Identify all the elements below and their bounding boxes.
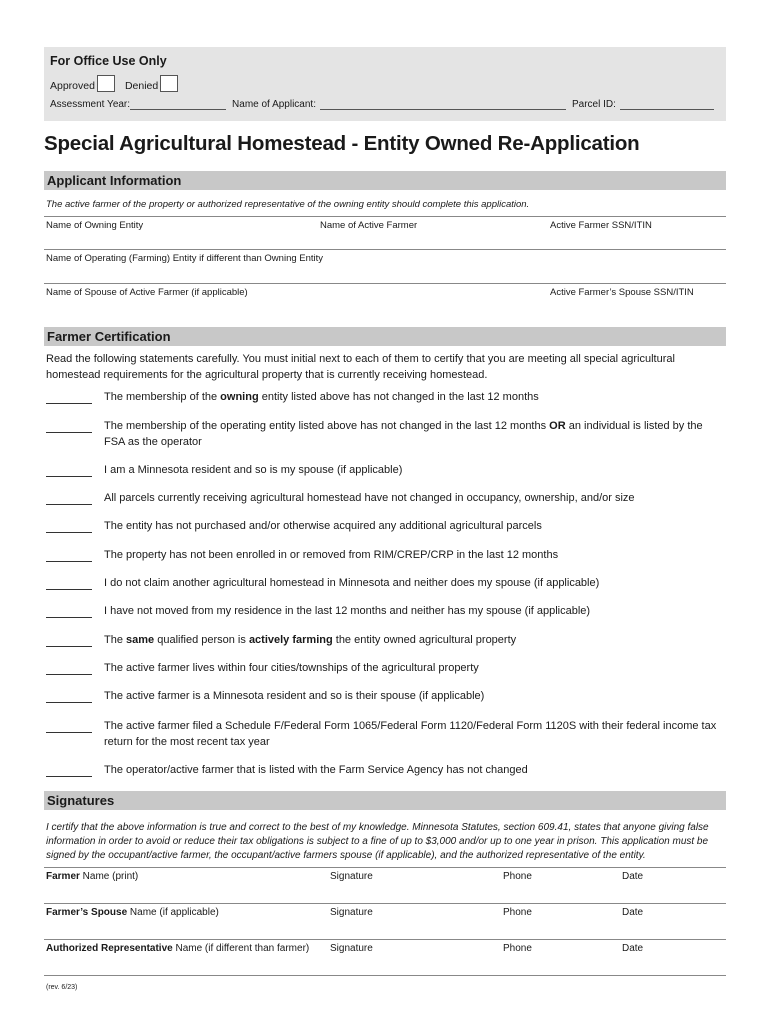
statement-1: The membership of the owning entity listed above has not changed in the last 12 months bbox=[46, 389, 726, 405]
initial-field[interactable] bbox=[46, 490, 92, 505]
revision-note: (rev. 6/23) bbox=[46, 984, 78, 991]
initial-field[interactable] bbox=[46, 462, 92, 477]
spouse-name-label: Name of Spouse of Active Farmer (if applicable) bbox=[46, 287, 248, 298]
approval-row bbox=[50, 75, 188, 92]
initial-field[interactable] bbox=[46, 688, 92, 703]
farmer-ssn-label: Active Farmer SSN/ITIN bbox=[550, 220, 652, 231]
statement-8: I have not moved from my residence in the last 12 months and neither has my spouse (if applicable) bbox=[46, 603, 726, 619]
name-of-applicant-field[interactable] bbox=[320, 99, 566, 110]
statement-12: The active farmer filed a Schedule F/Federal Form 1065/Federal Form 1120/Federal Form 1120S with their federal income tax return for the most recent tax year bbox=[46, 718, 726, 750]
phone-label: Phone bbox=[503, 907, 532, 918]
date-label: Date bbox=[622, 943, 644, 954]
form-title: Special Agricultural Homestead - Entity Owned Re-Application bbox=[44, 132, 640, 155]
parcel-id-label: Parcel ID: bbox=[571, 99, 616, 110]
divider bbox=[44, 975, 726, 976]
operating-entity-label: Name of Operating (Farming) Entity if different than Owning Entity bbox=[46, 253, 324, 264]
phone-label: Phone bbox=[503, 871, 532, 882]
denied-label: Denied bbox=[124, 80, 159, 92]
statement-4: All parcels currently receiving agricultural homestead have not changed in occupancy, ownership, and/or size bbox=[46, 490, 726, 506]
initial-field[interactable] bbox=[46, 762, 92, 777]
signatures-section-header bbox=[44, 791, 726, 810]
initial-field[interactable] bbox=[46, 518, 92, 533]
date-label: Date bbox=[622, 871, 644, 882]
statement-9: The same qualified person is actively farming the entity owned agricultural property bbox=[46, 632, 726, 648]
name-of-applicant-label: Name of Applicant: bbox=[232, 99, 316, 110]
assessment-year-label: Assessment Year: bbox=[50, 99, 131, 110]
signature-statement: I certify that the above information is true and correct to the best of my knowledge. Minnesota Statutes, section 609.41, states that anyone giving false information in order to avoid or reduce their tax obligations is subject to a fine of up to $3,000 and/or up to one year in prison. This application must be signed by the occupant/active farmer, the occupant/active farmers spouse (if applicable), and the authorized representative of the entity. bbox=[46, 822, 709, 861]
statement-3: I am a Minnesota resident and so is my spouse (if applicable) bbox=[46, 462, 726, 478]
approved-checkbox[interactable] bbox=[97, 75, 115, 92]
divider bbox=[44, 249, 726, 250]
phone-label: Phone bbox=[503, 943, 532, 954]
denied-checkbox[interactable] bbox=[160, 75, 178, 92]
divider bbox=[44, 867, 726, 868]
applicant-instruction: The active farmer of the property or authorized representative of the owning entity should complete this application. bbox=[46, 199, 530, 210]
initial-field[interactable] bbox=[46, 718, 92, 733]
approved-label: Approved bbox=[50, 80, 95, 92]
applicant-heading: Applicant Information bbox=[47, 173, 182, 188]
initial-field[interactable] bbox=[46, 418, 92, 433]
certification-intro: Read the following statements carefully. You must initial next to each of them to certify that you are meeting all special agricultural homestead requirements for the agricultural property that is currently receiving homestead. bbox=[46, 353, 675, 381]
divider bbox=[44, 283, 726, 284]
initial-field[interactable] bbox=[46, 389, 92, 404]
statement-5: The entity has not purchased and/or otherwise acquired any additional agricultural parcels bbox=[46, 518, 726, 534]
signatures-heading: Signatures bbox=[47, 793, 115, 808]
statement-13: The operator/active farmer that is listed with the Farm Service Agency has not changed bbox=[46, 762, 726, 778]
owning-entity-label: Name of Owning Entity bbox=[46, 220, 144, 231]
signature-label: Signature bbox=[330, 943, 373, 954]
active-farmer-label: Name of Active Farmer bbox=[320, 220, 418, 231]
divider bbox=[44, 903, 726, 904]
statement-11: The active farmer is a Minnesota resident and so is their spouse (if applicable) bbox=[46, 688, 726, 704]
signature-label: Signature bbox=[330, 907, 373, 918]
office-fields-row bbox=[50, 99, 720, 110]
assessment-year-field[interactable] bbox=[130, 99, 226, 110]
certification-heading: Farmer Certification bbox=[47, 329, 171, 344]
signature-label: Signature bbox=[330, 871, 373, 882]
statement-6: The property has not been enrolled in or removed from RIM/CREP/CRP in the last 12 months bbox=[46, 547, 726, 563]
office-use-title: For Office Use Only bbox=[50, 54, 167, 68]
office-use-box bbox=[44, 47, 726, 121]
initial-field[interactable] bbox=[46, 632, 92, 647]
applicant-section-header bbox=[44, 171, 726, 190]
statement-10: The active farmer lives within four cities/townships of the agricultural property bbox=[46, 660, 726, 676]
initial-field[interactable] bbox=[46, 603, 92, 618]
divider bbox=[44, 216, 726, 217]
divider bbox=[44, 939, 726, 940]
initial-field[interactable] bbox=[46, 660, 92, 675]
initial-field[interactable] bbox=[46, 575, 92, 590]
initial-field[interactable] bbox=[46, 547, 92, 562]
statement-2: The membership of the operating entity listed above has not changed in the last 12 months OR an individual is listed by the FSA as the operator bbox=[46, 418, 726, 450]
statement-7: I do not claim another agricultural homestead in Minnesota and neither does my spouse (if applicable) bbox=[46, 575, 726, 591]
spouse-ssn-label: Active Farmer’s Spouse SSN/ITIN bbox=[550, 287, 694, 298]
parcel-id-field[interactable] bbox=[620, 99, 714, 110]
date-label: Date bbox=[622, 907, 644, 918]
certification-section-header bbox=[44, 327, 726, 346]
